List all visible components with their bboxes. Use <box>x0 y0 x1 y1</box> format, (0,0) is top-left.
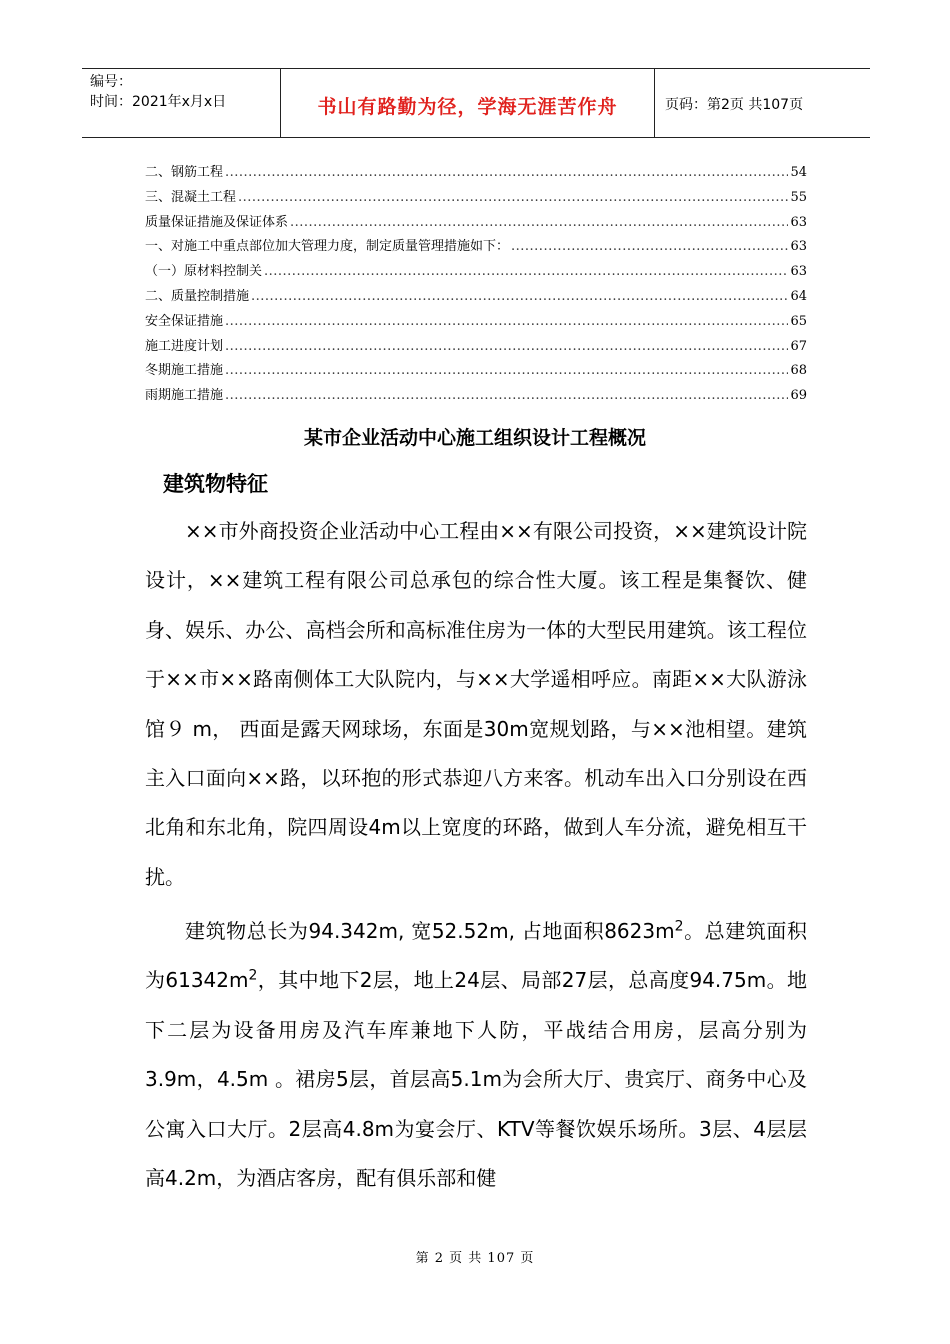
toc-leader <box>251 289 788 304</box>
toc-leader <box>225 363 788 378</box>
toc-label: （一）原材料控制关 <box>145 264 263 280</box>
toc-page: 63 <box>790 264 807 280</box>
toc-entry[interactable] <box>145 384 807 409</box>
motto-text: 书山有路勤为径，学海无涯苦作舟 <box>317 96 618 118</box>
toc-leader <box>225 314 788 329</box>
toc-label: 安全保证措施 <box>145 313 224 329</box>
toc-label: 雨期施工措施 <box>145 388 224 404</box>
toc-label: 冬期施工措施 <box>145 363 224 379</box>
toc-entry[interactable] <box>145 310 807 335</box>
toc-page: 67 <box>790 338 807 354</box>
document-title: 某市企业活动中心施工组织设计工程概况 <box>303 427 646 449</box>
toc-leader <box>290 215 788 230</box>
toc-entry[interactable] <box>145 335 807 360</box>
page-footer: 第 2 页 共 107 页 <box>415 1251 535 1266</box>
toc-label: 二、钢筋工程 <box>145 165 224 180</box>
toc-label: 一、对施工中重点部位加大管理力度，制定质量管理措施如下： <box>145 239 510 255</box>
toc-leader <box>511 239 788 254</box>
paragraph-2-text-b: 。总建筑面积为61342m <box>145 919 808 993</box>
toc-leader <box>225 339 788 354</box>
toc-label: 施工进度计划 <box>145 338 224 354</box>
toc-entry[interactable] <box>145 161 807 186</box>
toc-page: 68 <box>790 363 807 379</box>
page-header <box>82 68 870 138</box>
toc-entry[interactable] <box>145 285 807 310</box>
header-motto-cell <box>281 69 655 137</box>
toc-label: 二、质量控制措施 <box>145 288 250 304</box>
date-label: 时间：2021年x月x日 <box>90 94 227 110</box>
toc-page: 54 <box>790 165 807 180</box>
toc-entry[interactable] <box>145 260 807 285</box>
page-code: 页码：第2页 共107页 <box>665 97 804 113</box>
toc-label: 三、混凝土工程 <box>145 189 237 205</box>
toc-page: 65 <box>790 313 807 329</box>
paragraph-2-text-c: ，其中地下2层，地上24层、局部27层，总高度94.75m。地下二层为设备用房及汽车库兼地下人防，平战结合用房，层高分别为3.9m，4.5m 。裙房5层，首层高5.1m为会所大厅、贵宾厅、商务中心及公寓入口大厅。2层高4.8m为宴会厅、KTV等餐饮娱乐场所。3层、4层层高4.2m，为酒店客房，配有俱乐部和健 <box>145 968 807 1191</box>
toc-page: 69 <box>790 388 807 404</box>
toc-leader <box>238 190 788 205</box>
serial-label: 编号： <box>90 74 132 90</box>
superscript-2: 2 <box>674 918 684 935</box>
section-heading: 建筑物特征 <box>163 472 268 496</box>
toc-entry[interactable] <box>145 235 807 260</box>
toc-page: 55 <box>790 189 807 205</box>
body-paragraph-1: ××市外商投资企业活动中心工程由××有限公司投资，××建筑设计院设计，××建筑工程有限公司总承包的综合性大厦。该工程是集餐饮、健身、娱乐、办公、高档会所和高标准住房为一体的大型民用建筑。该工程位于××市××路南侧体工大队院内，与××大学遥相呼应。南距××大队游泳馆９ m， 西面是露天网球场，东面是30m宽规划路，与××池相望。建筑主入口面向××路，以环抱的形式恭迎八方来客。机动车出入口分别设在西北角和东北角，院四周设4m以上宽度的环路，做到人车分流，避免相互干扰。 <box>145 519 807 889</box>
toc-entry[interactable] <box>145 359 807 384</box>
toc-leader <box>225 388 788 403</box>
header-meta-cell <box>82 69 281 137</box>
table-of-contents <box>145 161 807 409</box>
paragraph-2-text-a: 建筑物总长为94.342m, 宽52.52m, 占地面积8623m <box>185 919 675 943</box>
toc-page: 63 <box>790 239 807 255</box>
toc-leader <box>264 264 788 279</box>
header-page-cell <box>655 69 870 137</box>
toc-entry[interactable] <box>145 211 807 236</box>
toc-page: 63 <box>790 214 807 230</box>
toc-label: 质量保证措施及保证体系 <box>145 214 289 230</box>
toc-leader <box>225 165 788 180</box>
superscript-2: 2 <box>248 967 258 984</box>
toc-page: 64 <box>790 288 807 304</box>
toc-entry[interactable] <box>145 186 807 211</box>
body-paragraph-2 <box>145 907 807 1203</box>
